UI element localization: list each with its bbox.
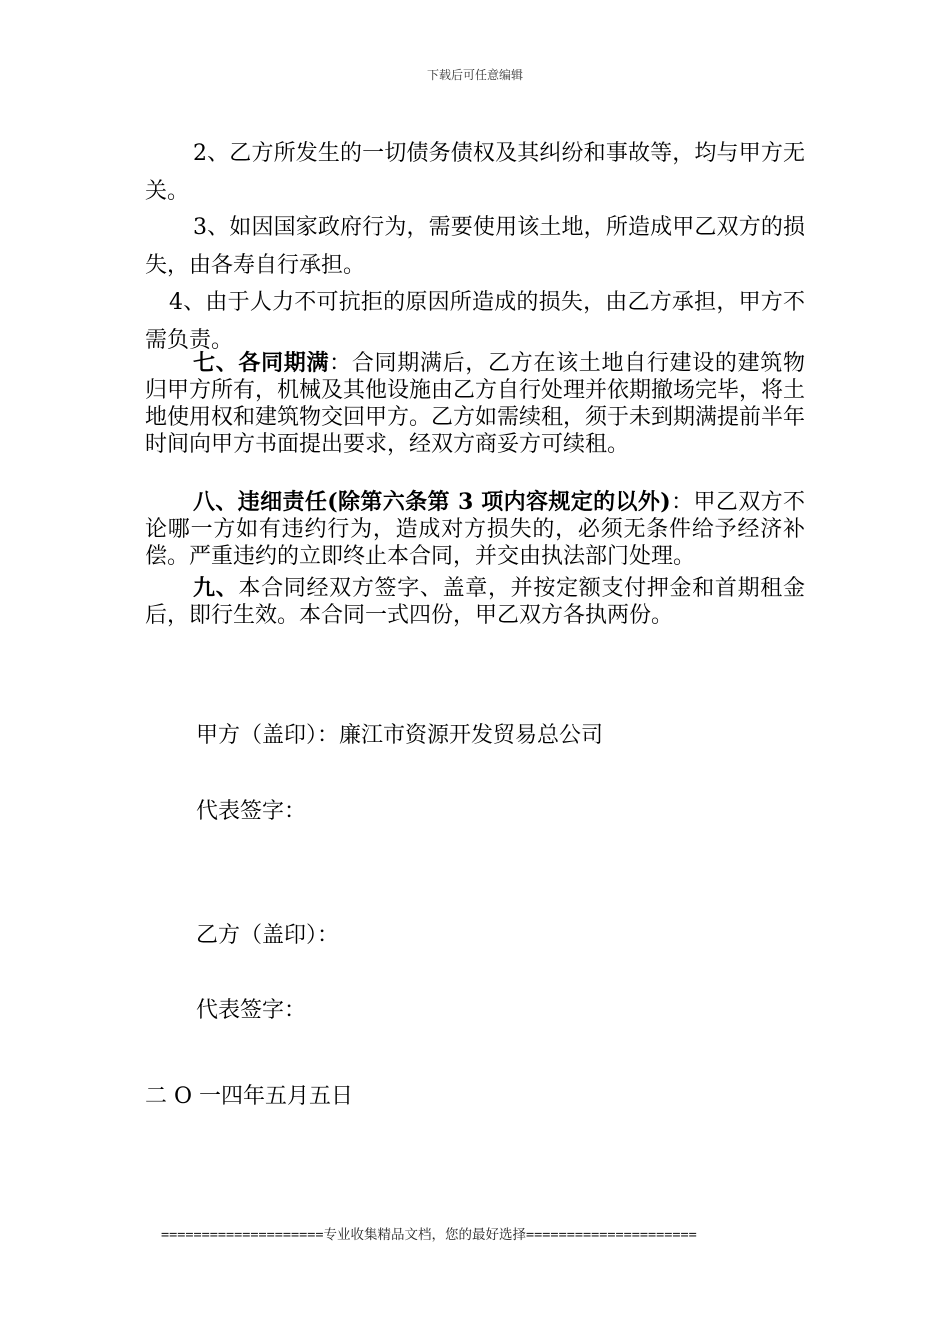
party-b-seal: 乙方（盖印）： xyxy=(196,923,340,948)
clause-item-2: 2、乙方所发生的一切债务债权及其纠纷和事故等，均与甲方无关。 xyxy=(145,141,805,204)
clause-nine-title: 九、 xyxy=(193,575,239,601)
clause-seven-title: 七、各同期满 xyxy=(193,350,330,376)
party-a-seal: 甲方（盖印）：廉江市资源开发贸易总公司 xyxy=(196,723,604,748)
clause-seven xyxy=(145,350,805,458)
clause-eight-body: ：甲乙双方不论哪一方如有违约行为，造成对方损失的，必须无条件给予经济补偿。严重违约的立即终止本合同，并交由执法部门处理。 xyxy=(145,490,805,569)
footer-text: ====================专业收集精品文档，您的最好选择===================== xyxy=(161,1227,697,1243)
header-note: 下载后可任意编辑 xyxy=(426,68,523,82)
party-b-signature: 代表签字： xyxy=(196,998,307,1023)
clause-eight xyxy=(145,489,805,570)
clause-item-4: 4、由于人力不可抗拒的原因所造成的损失，由乙方承担，甲方不需负责。 xyxy=(145,290,805,353)
footer-banner xyxy=(145,1226,810,1244)
clause-nine xyxy=(145,575,805,629)
clause-seven-body: ：合同期满后，乙方在该土地自行建设的建筑物归甲方所有，机械及其他设施由乙方自行处理并依期撤场完毕，将土地使用权和建筑物交回甲方。乙方如需续租，须于未到期满提前半年时间向甲方书面提出要求，经双方商妥方可续租。 xyxy=(145,351,806,457)
party-a-signature: 代表签字： xyxy=(196,799,307,824)
contract-date: 二 O 一四年五月五日 xyxy=(145,1084,354,1109)
clause-eight-title: 八、违细责任(除第六条第 3 项内容规定的以外) xyxy=(193,489,671,515)
clause-item-3: 3、如因国家政府行为，需要使用该土地，所造成甲乙双方的损失，由各寿自行承担。 xyxy=(145,215,805,278)
clause-nine-body: 本合同经双方签字、盖章，并按定额支付押金和首期租金后，即行生效。本合同一式四份，甲乙双方各执两份。 xyxy=(145,576,805,628)
